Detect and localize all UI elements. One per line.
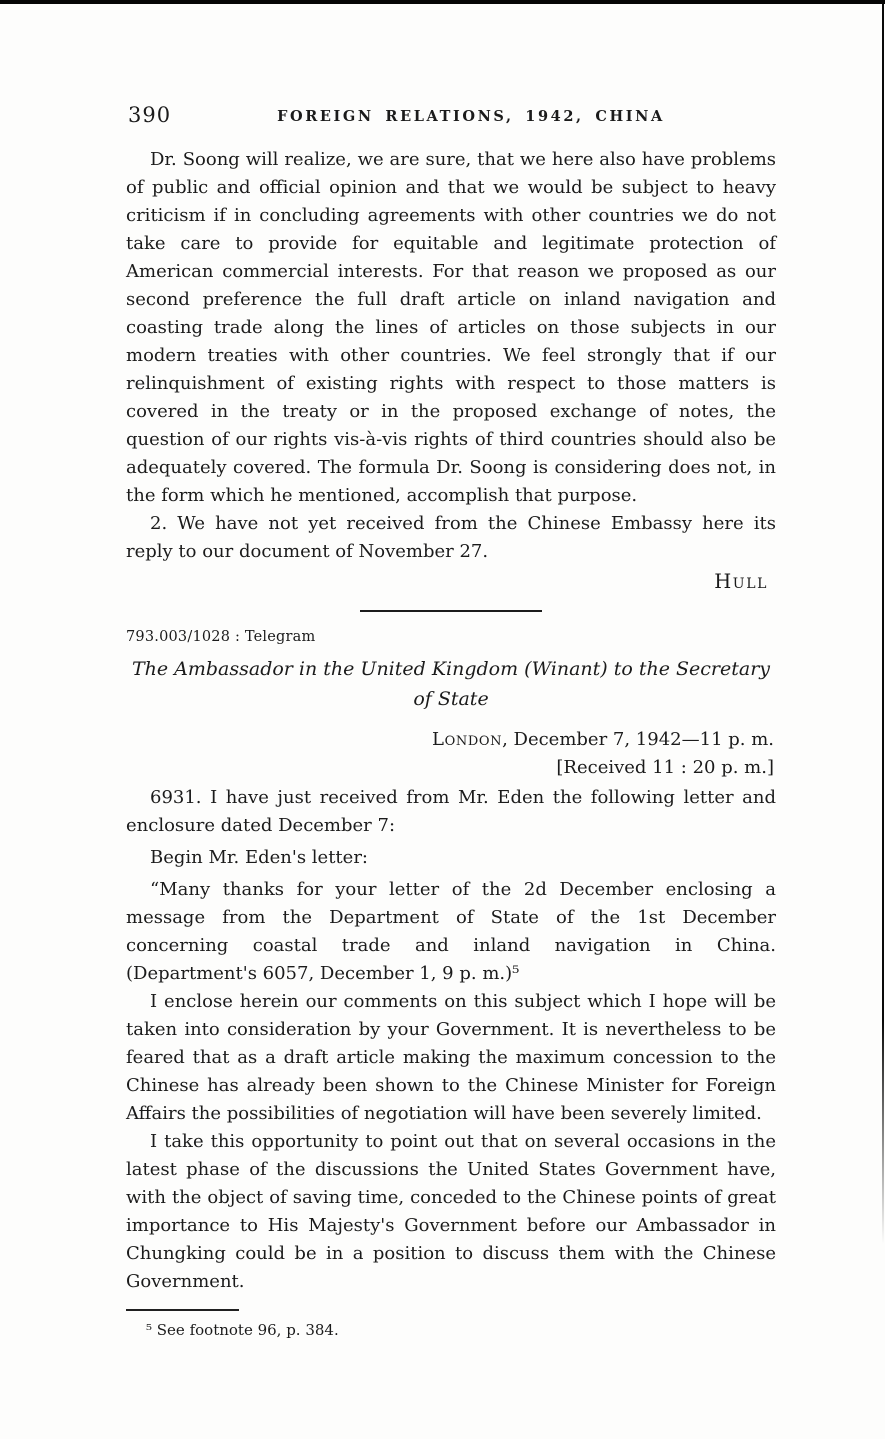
dateline	[126, 726, 774, 754]
footnote-rule	[126, 1309, 239, 1311]
document-hull-memo	[126, 146, 776, 595]
paragraph: 6931. I have just received from Mr. Eden the following letter and enclosure dated December 7:	[126, 787, 776, 836]
dateline-place: London	[432, 729, 503, 750]
dateline-rest: , December 7, 1942—11 p. m.	[502, 729, 774, 750]
received-line: [Received 11 : 20 p. m.]	[556, 757, 774, 778]
archive-reference: 793.003/1028 : Telegram	[126, 629, 316, 645]
paragraph: “Many thanks for your letter of the 2d December enclosing a message from the Department of State of the 1st December concerning coastal trade and inland navigation in China. (Department's 6057, December 1, 9 p. m.)⁵	[126, 879, 776, 984]
paragraph: Begin Mr. Eden's letter:	[150, 847, 368, 868]
paragraph: 2. We have not yet received from the Chinese Embassy here its reply to our document of November 27.	[126, 513, 776, 562]
page-number: 390	[128, 103, 172, 127]
document-heading: The Ambassador in the United Kingdom (Winant) to the Secretary of State	[131, 658, 771, 710]
running-head: FOREIGN RELATIONS, 1942, CHINA	[277, 108, 665, 125]
paragraph: I enclose herein our comments on this subject which I hope will be taken into consideration by your Government. It is nevertheless to be feared that as a draft article making the maximum concession to the Chinese has already been shown to the Chinese Minister for Foreign Affairs the possibilities of negotiation will have been severely limited.	[126, 991, 776, 1124]
page-header	[126, 103, 776, 133]
scan-edge-top	[0, 0, 885, 4]
paragraph: Dr. Soong will realize, we are sure, that we here also have problems of public and official opinion and that we would be subject to heavy criticism if in concluding agreements with other countries we do not take care to provide for equitable and legitimate protection of American commercial interests. For that reason we proposed as our second preference the full draft article on inland navigation and coasting trade along the lines of articles on those subjects in our modern treaties with other countries. We feel strongly that if our relinquishment of existing rights with respect to those matters is covered in the treaty or in the proposed exchange of notes, the question of our rights vis-à-vis rights of third countries should also be adequately covered. The formula Dr. Soong is considering does not, in the form which he mentioned, accomplish that purpose.	[126, 149, 776, 506]
section-divider	[360, 610, 542, 612]
scan-edge-right	[882, 4, 884, 1244]
page-footer	[126, 1309, 776, 1340]
signature: Hull	[714, 570, 768, 593]
page-content	[126, 103, 776, 1340]
document-winant-telegram	[126, 628, 776, 1296]
paragraph: I take this opportunity to point out that on several occasions in the latest phase of the discussions the United States Government have, with the object of saving time, conceded to the Chinese points of great importance to His Majesty's Government before our Ambassador in Chungking could be in a position to discuss them with the Chinese Government.	[126, 1131, 776, 1292]
footnote: ⁵ See footnote 96, p. 384.	[146, 1321, 339, 1339]
